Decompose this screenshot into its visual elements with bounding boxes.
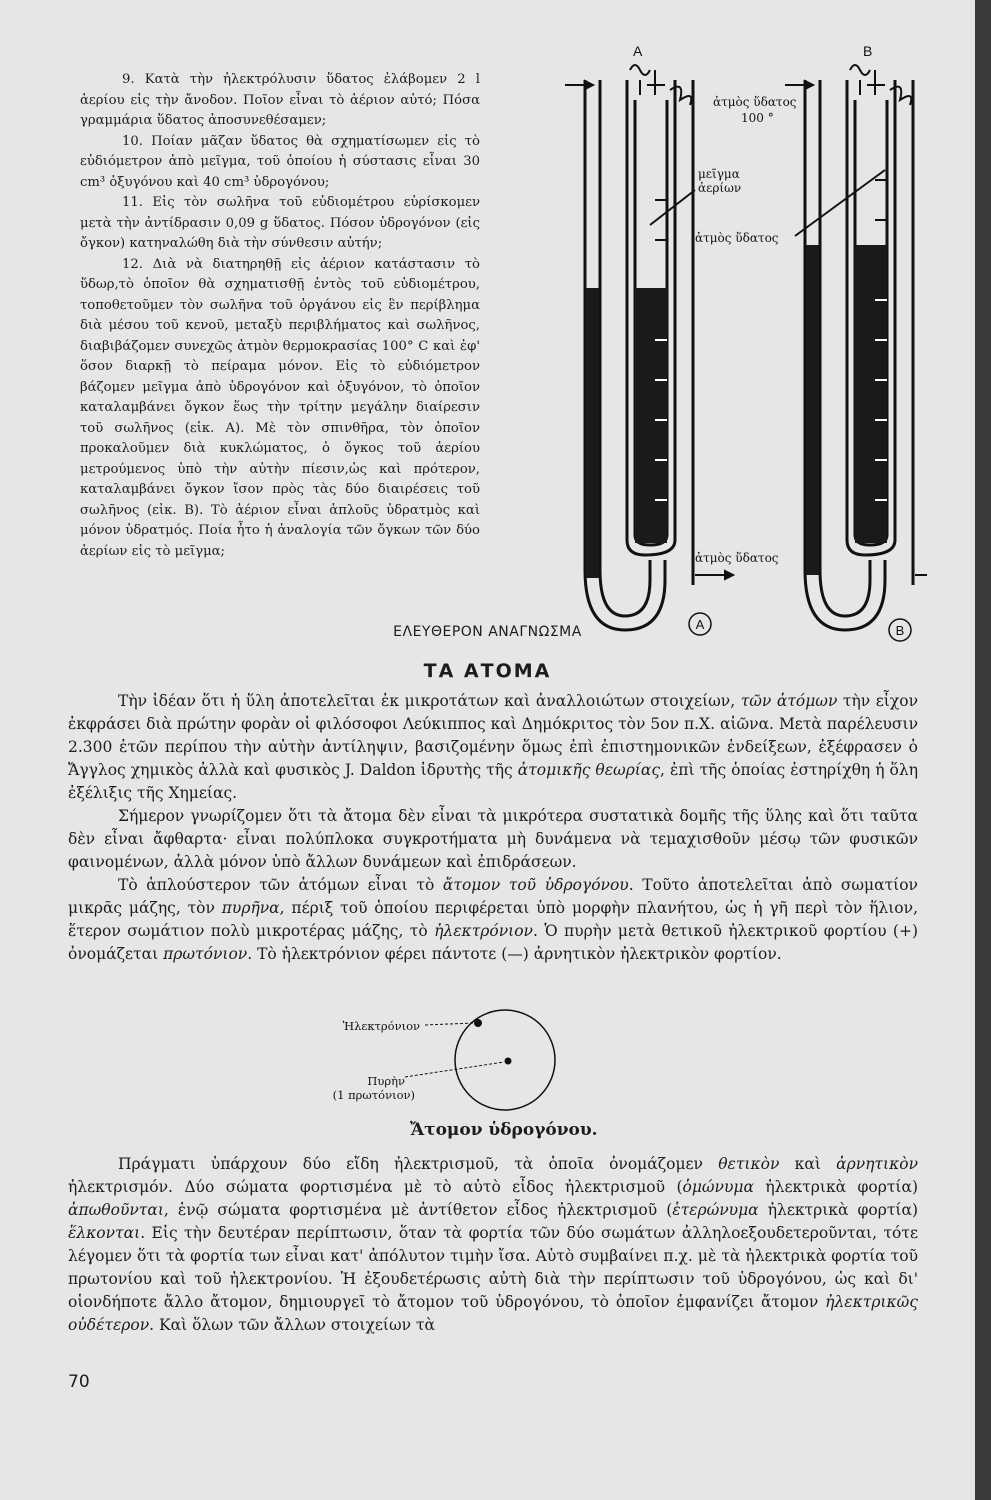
circle-label-a: A [695,617,705,632]
text-run: . Καὶ ὅλων τῶν ἄλλων στοιχείων τὰ [149,1316,435,1334]
atom-caption: Ἄτομον ὑδρογόνου. [410,1120,598,1140]
text-run: ἠλεκτρικὰ φορτία) [758,1201,918,1219]
label-steam-bottom: ἀτμὸς ὕδατος [695,551,779,565]
text-run: καὶ [779,1155,837,1173]
eudiometer-diagram [555,40,935,650]
label-mixture-1: μεῖγμα [698,167,740,181]
text-run: Πράγματι ὑπάρχουν δύο εἴδη ἠλεκτρισμοῦ, τὰ ὁποῖα ὀνομάζομεν [118,1155,719,1173]
nucleus-dot [505,1058,512,1065]
label-mixture-2: ἀερίων [698,181,742,195]
electron-label: Ἠλεκτρόνιον [342,1019,420,1033]
text-run: . Εἰς τὴν δευτέραν περίπτωσιν, ὅταν τὰ φορτία τῶν δύο σωμάτων ἀλληλοεξουδετεροῦνται, τότε λέγομεν ὅτι τὰ φορτία των εἶναι κατ' ἀπόλυτον τιμὴν ἴσα. Αὐτὸ συμβαίνει π.χ. μὲ τὰ ἠλεκτρικὰ φορτία τοῦ πρωτονίου καὶ τοῦ ἠλεκτρονίου. Ἡ ἐξουδετέρωσις αὐτὴ διὰ τὴν περίπτωσιν τοῦ ὑδρογόνου, ὡς καὶ δι' οἱονδήποτε ἄλλο ἄτομον, δημιουργεῖ τὸ ἄτομον τοῦ ὑδρογόνου, τὸ ὁποῖον ἐμφανίζει ἄτομον [68,1224,918,1311]
emphasis: τῶν ἀτόμων [740,692,838,710]
article-title: ΤΑ ΑΤΟΜΑ [423,660,552,682]
label-steam-100: ἀτμὸς ὕδατος [713,95,797,109]
label-steam-mid: ἀτμὸς ὕδατος [695,231,779,245]
page-number: 70 [68,1372,90,1392]
tube-b-liquid [855,245,887,543]
paragraph-1 [68,690,918,805]
nucleus-sub-label: (1 πρωτόνιον) [332,1088,415,1102]
tube-a-liquid [635,288,667,543]
label-temp: 100 ° [741,111,774,125]
emphasis: θετικὸν [718,1155,780,1173]
exercise-9: 9. Κατὰ τὴν ἠλεκτρόλυσιν ὕδατος ἐλάβομεν 2 l ἀερίου εἰς τὴν ἄνοδον. Ποῖον εἶναι τὸ ἀέριον αὐτό; Πόσα γραμμάρια ὕδατος ἀποσυνεθέσαμεν; [80,72,480,128]
text-run: , ἐνῷ σώματα φορτισμένα μὲ ἀντίθετον εἶδος ἠλεκτρισμοῦ ( [163,1201,673,1219]
paragraph-4 [68,1153,918,1337]
text-run: Τὴν ἰδέαν ὅτι ἡ ὕλη ἀποτελεῖται ἐκ μικροτάτων καὶ ἀναλλοιώτων στοιχείων, [118,692,741,710]
text-run: , ἐπὶ τῆς ὁποίας ἐστηρίχθη ἡ ὅλη ἐξέλιξις τῆς Χημείας. [68,761,918,802]
label-b-top: B [863,43,873,59]
label-a-top: A [633,43,643,59]
emphasis: ἀρνητικὸν [836,1155,918,1173]
emphasis: ἑτερώνυμα [672,1201,759,1219]
tube-b-jacket-liquid [806,245,819,575]
article-body-bottom [68,1153,918,1337]
exercise-11: 11. Εἰς τὸν σωλῆνα τοῦ εὐδιομέτρου εὑρίσκομεν μετὰ τὴν ἀντίδρασιν 0,09 g ὕδατος. Πόσον ὑδρογόνον (εἰς ὄγκον) κατηναλώθη διὰ τὴν σύνθεσιν αὐτήν; [80,195,480,251]
tube-a-jacket-liquid [586,288,599,578]
emphasis: ἀπωθοῦνται [68,1201,164,1219]
circle-label-b: B [895,623,905,638]
text-run: , πέριξ τοῦ ὁποίου περιφέρεται ὑπὸ μορφὴν πλανήτου, ὡς ἡ γῆ περὶ τὸν ἥλιον, ἕτερον σωμάτιον πολὺ μικροτέρας μάζης, τὸ [68,899,918,940]
emphasis: ἄτομον τοῦ ὑδρογόνου [442,876,629,894]
exercise-10: 10. Ποίαν μᾶζαν ὕδατος θὰ σχηματίσωμεν εἰς τὸ εὐδιόμετρον ἀπὸ μεῖγμα, τοῦ ὁποίου ἡ σύστασις εἶναι 30 cm³ ὀξυγόνου καὶ 40 cm³ ὑδρογόνου; [80,133,480,190]
section-label: ΕΛΕΥΘΕΡΟΝ ΑΝΑΓΝΩΣΜΑ [393,624,582,640]
exercises-column [80,70,480,562]
emphasis: πυρῆνα [221,899,280,917]
emphasis: πρωτόνιον [163,945,248,963]
emphasis: ἠλεκτρικῶς οὐδέτερον [68,1293,918,1334]
nucleus-label: Πυρὴν [367,1074,405,1088]
page-edge [975,0,991,1500]
article-body-top [68,690,918,966]
emphasis: ἀτομικῆς θεωρίας [517,761,661,779]
emphasis: ὁμώνυμα [682,1178,754,1196]
emphasis: ἕλκονται [68,1224,141,1242]
text-run: Τὸ ἁπλούστερον τῶν ἀτόμων εἶναι τὸ [118,876,443,894]
text-run: . Τοῦτο ἀποτελεῖται ἀπὸ σωματίον μικρᾶς μάζης, τὸν [68,876,918,917]
paragraph-3 [68,874,918,966]
electron-dot [474,1019,482,1027]
text-run: . Ὁ πυρὴν μετὰ θετικοῦ ἠλεκτρικοῦ φορτίου (+) ὀνομάζεται [68,922,918,963]
emphasis: ἠλεκτρόνιον [434,922,533,940]
text-run: ἠλεκτρικὰ φορτία) [753,1178,918,1196]
text-run: . Τὸ ἠλεκτρόνιον φέρει πάντοτε (—) ἀρνητικὸν ἠλεκτρικὸν φορτίον. [247,945,782,963]
text-run: ἠλεκτρισμόν. Δύο σώματα φορτισμένα μὲ τὸ αὐτὸ εἶδος ἠλεκτρισμοῦ ( [68,1178,683,1196]
text-run: τὴν εἶχον ἐκφράσει διὰ πρώτην φορὰν οἱ φιλόσοφοι Λεύκιππος καὶ Δημόκριτος τὸν 5ον π.Χ. αἰῶνα. Μετὰ παρέλευσιν 2.300 ἐτῶν περίπου τὴν αὐτὴν ἀντίληψιν, βασιζομένην ὅμως ἐπὶ ἐπιστημονικῶν ἐνδείξεων, ἐξέφρασεν ὁ Ἄγγλος χημικὸς ἀλλὰ καὶ φυσικὸς J. Daldon ἱδρυτὴς τῆς [68,692,918,779]
hydrogen-atom-figure [320,1005,570,1115]
exercise-12: 12. Διὰ νὰ διατηρηθῇ εἰς ἀέριον κατάστασιν τὸ ὕδωρ,τὸ ὁποῖον θὰ σχηματισθῇ ἐντὸς τοῦ εὐδιομέτρου, τοποθετοῦμεν τὸν σωλῆνα τοῦ ὀργάνου εἰς ἓν περίβλημα διὰ μέσου τοῦ κενοῦ, μεταξὺ περιβλήματος καὶ σωλῆνος, διαβιβάζομεν συνεχῶς ἀτμὸν θερμοκρασίας 100° C καὶ ἐφ' ὅσον διαρκῇ τὸ πείραμα μόνον. Εἰς τὸ εὐδιόμετρον βάζομεν μεῖγμα ἀπὸ ὑδρογόνον καὶ ὀξυγόνον, τὸ ὁποῖον καταλαμβάνει ὄγκον ἕως τὴν τρίτην μεγάλην διαίρεσιν τοῦ σωλῆνος (εἰκ. Α). Μὲ τὸν σπινθῆρα, τὸν ὁποῖον προκαλοῦμεν διὰ κυκλώματος, ὁ ὄγκος τοῦ ἀερίου μετρούμενος ὑπὸ τὴν αὐτὴν πίεσιν,ὡς καὶ πρότερον, καταλαμβάνει ὄγκον ἴσον πρὸς τὰς δύο διαιρέσεις τοῦ σωλῆνος (εἰκ. Β). Τὸ ἀέριον εἶναι ἁπλοῦς ὑδρατμὸς καὶ μόνον ὑδρατμός. Ποία ἦτο ἡ ἀναλογία τῶν ὄγκων τῶν δύο ἀερίων εἰς τὸ μεῖγμα; [80,256,480,559]
paragraph-2: Σήμερον γνωρίζομεν ὅτι τὰ ἄτομα δὲν εἶναι τὰ μικρότερα συστατικὰ δομῆς τῆς ὕλης καὶ ὅτι ταῦτα δὲν εἶναι ἄφθαρτα· εἶναι πολύπλοκα συγκροτήματα μὴ δυνάμενα νὰ τεμαχισθοῦν μέσῳ τῶν φυσικῶν φαινομένων, ἀλλὰ μόνον ὑπὸ ἄλλων δυνάμεων καὶ ἐπιδράσεων. [68,807,918,871]
